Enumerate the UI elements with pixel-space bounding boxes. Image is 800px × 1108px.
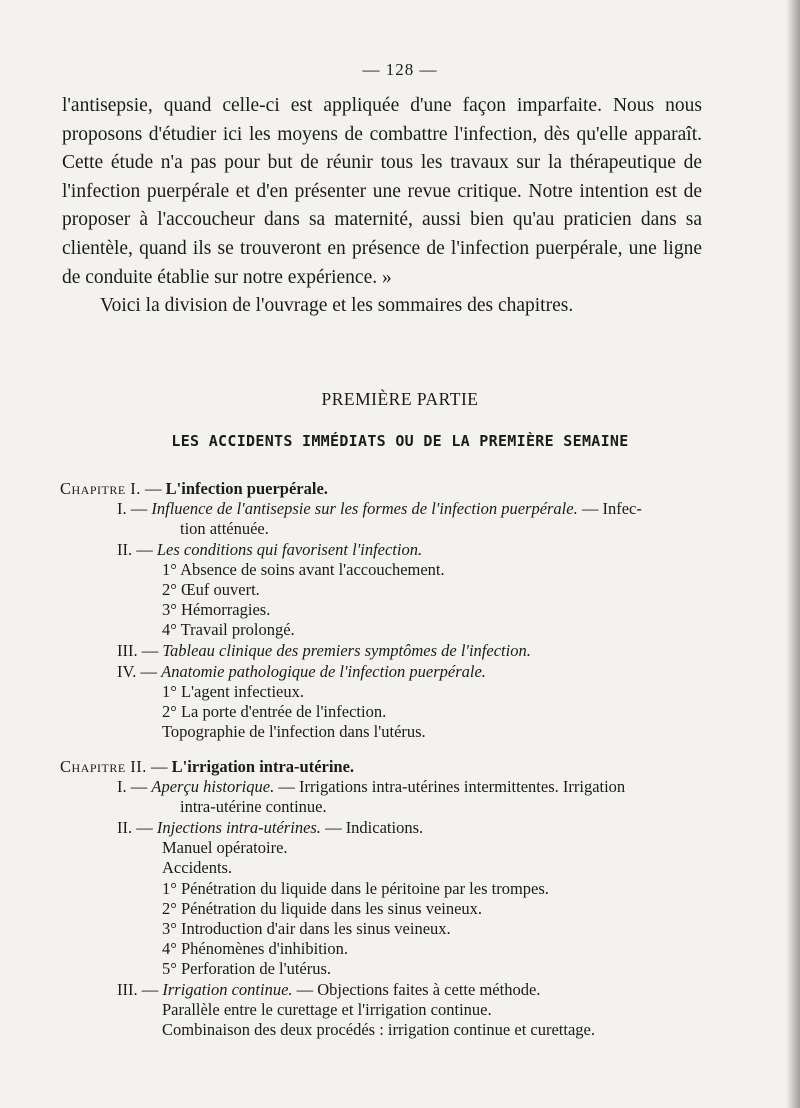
section-title: Influence de l'antisepsie sur les formes de l'infection puerpérale. <box>151 499 578 518</box>
part-subtitle: LES ACCIDENTS IMMÉDIATS OU DE LA PREMIÈRE SEMAINE <box>171 432 629 450</box>
section-numeral: I. <box>117 777 127 796</box>
paragraph-continuation: l'antisepsie, quand celle-ci est appliquée d'une façon imparfaite. Nous nous proposons d'étudier ici les moyens de combattre l'infection, dès qu'elle apparaît. Cette étude n'a pas pour but de réunir tous les travaux sur la thérapeutique de l'infection puerpérale et d'en présenter une revue critique. Notre intention est de proposer à l'accoucheur dans sa maternité, aussi bien qu'au praticien dans sa clientèle, quand ils se trouveront en présence de l'infection puerpérale, une ligne de conduite établie sur notre expérience. » <box>62 95 702 288</box>
section-title: Les conditions qui favorisent l'infection. <box>156 540 423 559</box>
list-item: 1° Pénétration du liquide dans le péritoine par les trompes. <box>162 879 549 898</box>
chapter-label: Chapitre I. <box>60 479 141 498</box>
section-continuation: tion atténuée. <box>180 519 269 538</box>
section-dash: — <box>141 980 159 999</box>
chapter-dash: — <box>151 757 168 776</box>
list-item: 4° Travail prolongé. <box>162 620 295 639</box>
list-item: Topographie de l'infection dans l'utérus. <box>162 722 426 741</box>
section-dash: — <box>130 777 148 796</box>
section-numeral: III. <box>117 980 138 999</box>
list-item: 2° La porte d'entrée de l'infection. <box>162 702 387 721</box>
section-numeral: I. <box>117 499 127 518</box>
chapter-dash: — <box>145 479 162 498</box>
section-dash: — <box>140 662 158 681</box>
chapter-label: Chapitre II. <box>60 757 147 776</box>
chapter-title: L'infection puerpérale. <box>165 479 328 498</box>
list-item: Combinaison des deux procédés : irrigation continue et curettage. <box>162 1020 595 1039</box>
list-item: 2° Œuf ouvert. <box>162 580 260 599</box>
chapter-heading <box>60 757 354 777</box>
section-dash: — <box>141 641 159 660</box>
section-line <box>117 777 625 797</box>
section-title: Anatomie pathologique de l'infection puerpérale. <box>161 662 486 681</box>
section-continuation: intra-utérine continue. <box>180 797 327 816</box>
section-dash: — <box>136 818 153 837</box>
section-numeral: III. <box>117 641 138 660</box>
section-dash: — <box>130 499 148 518</box>
list-item: 1° L'agent infectieux. <box>162 682 304 701</box>
list-item: Parallèle entre le curettage et l'irrigation continue. <box>162 1000 492 1019</box>
section-dash: — <box>136 540 153 559</box>
list-item: 5° Perforation de l'utérus. <box>162 959 332 978</box>
section-line <box>117 662 486 682</box>
list-item: Accidents. <box>162 858 233 877</box>
section-title: Injections intra-utérines. <box>156 818 321 837</box>
section-title: Irrigation continue. <box>162 980 293 999</box>
section-extra: — Infec- <box>577 499 642 518</box>
page-number: — 128 — <box>362 60 438 79</box>
section-line <box>117 499 642 519</box>
section-line <box>117 540 422 560</box>
part-title: PREMIÈRE PARTIE <box>321 389 479 409</box>
list-item: 3° Introduction d'air dans les sinus veineux. <box>162 919 451 938</box>
section-line <box>117 641 531 661</box>
section-extra: — Objections faites à cette méthode. <box>292 980 541 999</box>
section-extra: — Irrigations intra-utérines intermittentes. Irrigation <box>274 777 626 796</box>
list-item: 4° Phénomènes d'inhibition. <box>162 939 349 958</box>
list-item: Manuel opératoire. <box>162 838 288 857</box>
section-line <box>117 818 423 838</box>
section-title: Tableau clinique des premiers symptômes de l'infection. <box>162 641 531 660</box>
section-numeral: IV. <box>117 662 137 681</box>
chapter-heading <box>60 479 328 499</box>
paragraph-division: Voici la division de l'ouvrage et les sommaires des chapitres. <box>100 295 574 317</box>
section-title: Aperçu historique. <box>151 777 275 796</box>
section-numeral: II. <box>117 540 133 559</box>
list-item: 1° Absence de soins avant l'accouchement. <box>162 560 445 579</box>
list-item: 2° Pénétration du liquide dans les sinus veineux. <box>162 899 483 918</box>
section-numeral: II. <box>117 818 133 837</box>
section-line <box>117 980 540 1000</box>
chapter-title: L'irrigation intra-utérine. <box>171 757 355 776</box>
section-extra: — Indications. <box>320 818 424 837</box>
list-item: 3° Hémorragies. <box>162 600 271 619</box>
